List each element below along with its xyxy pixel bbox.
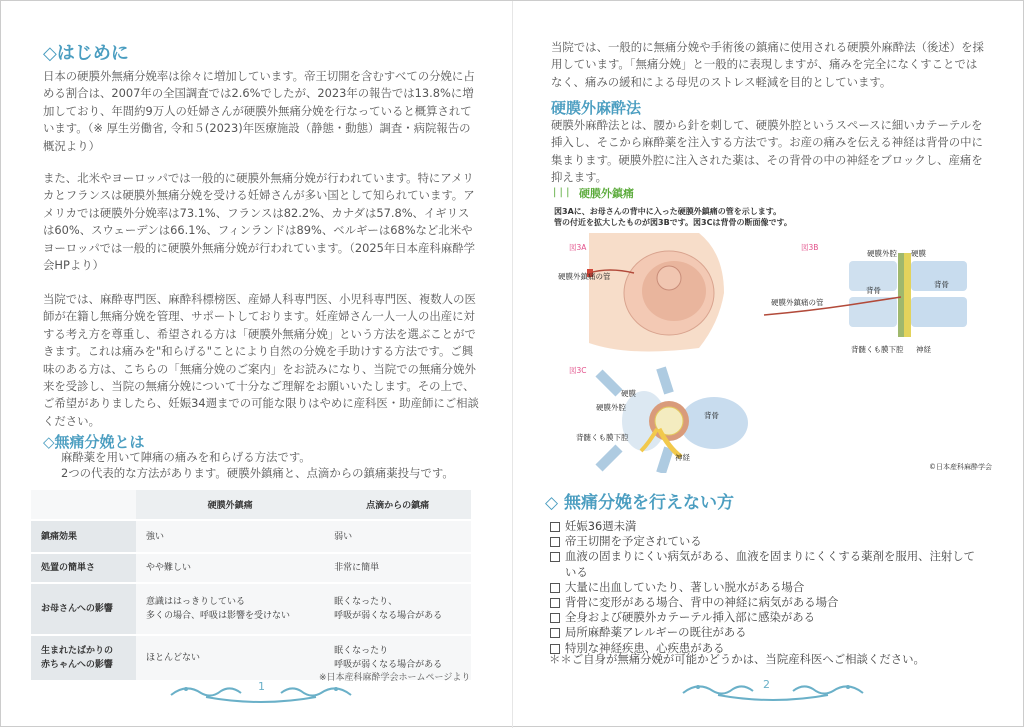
- figure-title: 硬膜外鎮痛: [579, 187, 634, 200]
- table-header-epidural: 硬膜外鎮痛: [136, 490, 324, 520]
- label-spine-3b-left: 背骨: [866, 286, 881, 295]
- label-subarachnoid-3c: 背髄くも膜下腔: [576, 433, 629, 442]
- figure-3c-drawing: [599, 368, 748, 473]
- list-item: 妊娠36週未満: [549, 519, 989, 534]
- table-row: [31, 553, 471, 583]
- intro-paragraph-3: 当院では、麻酔専門医、麻酔科標榜医、産婦人科専門医、小児科専門医、複数人の医 師が在籍し無痛分娩を管理、サポートしております。妊産婦さん一人一人の出産に対 する考え方を尊重し、希望される方は「硬膜外無痛分娩」という方法を選ぶことがで きます。これは痛みを"和らげる"ことにより自然の分娩を手助けする方法です。ご興 味のある方は、こちらの「無痛分娩のご案内」をお読みになり、当院での無痛分娩外 来を受診し、当院の無痛分娩について十分なご理解をお願いいたします。その上で、 ご希望がありましたら、妊娠34週までの可能な限りはやめに産科医・助産師にご相談 ください。: [43, 292, 479, 428]
- checkbox-icon: [550, 613, 560, 623]
- figure-tag-3c: 図3C: [569, 366, 587, 375]
- list-item: 背骨に変形がある場合、背中の神経に病気がある場合: [549, 595, 989, 610]
- figure-description: 図3Aに、お母さんの背中に入った硬膜外鎮痛の管を示します。 管の付近を拡大したものが図3Bです。図3Cは背骨の断面像です。: [554, 207, 792, 227]
- list-item: 全身および硬膜外カテーテル挿入部に感染がある: [549, 610, 989, 625]
- checkbox-icon: [550, 628, 560, 638]
- label-epidural-space-3b: 硬膜外腔: [867, 249, 897, 258]
- page-number-1: 1: [258, 680, 265, 693]
- label-spine-3b-right: 背骨: [934, 280, 949, 289]
- table-header-iv: 点滴からの鎮痛: [324, 490, 471, 520]
- label-dura-3b: 硬膜: [911, 249, 926, 258]
- table-row: [31, 520, 471, 553]
- label-tube-3b: 硬膜外鎮痛の管: [771, 298, 824, 307]
- list-item: 帝王切開を予定されている: [549, 534, 989, 549]
- label-nerve-3c: 神経: [675, 453, 690, 462]
- method-heading: ◇無痛分娩とは: [43, 433, 145, 451]
- row-label: お母さんへの影響: [31, 583, 136, 635]
- cell-iv: 眠くなったり 呼吸が弱くなる場合がある: [324, 635, 471, 681]
- row-label: 鎮痛効果: [31, 520, 136, 553]
- figure-tag-3a: 図3A: [569, 243, 587, 252]
- contraindication-note: ＊＊ご自身が無痛分娩が可能かどうかは、当院産科医へご相談ください。: [549, 652, 925, 666]
- intro-paragraph-2: また、北米やヨーロッパでは一般的に硬膜外無痛分娩が行われています。特にアメリ カとフランスは硬膜外無痛分娩を受ける妊婦さんが多い国として知られています。ア メリカでは硬膜外分娩率は73.1%、フランスは82.2%、カナダは57.8%、イギリス は60%、スウェーデンは66.1%、フィンランドは89%、ベルギーは68%など北米や ヨーロッパでは一般的に硬膜外無痛分娩が行われています。（2025年日本産科麻酔学 会HPより）: [43, 171, 475, 273]
- figure-copyright: ©日本産科麻酔学会: [929, 463, 992, 471]
- page-left: [1, 1, 513, 728]
- checkbox-icon: [550, 583, 560, 593]
- intro-paragraph-1: 日本の硬膜外無痛分娩率は徐々に増加しています。帝王切開を含むすべての分娩に占 める割合は、2007年の全国調査では2.6%でしたが、2023年の報告では13.8%に増 加しており、年間約9万人の妊婦さんが硬膜外無痛分娩を行なっていると概算されて います。（※ 厚生労働省, 令和５(2023)年医療施設（静態・動態）調査・病院報告の 概況より）: [43, 69, 475, 153]
- cell-iv: 非常に簡単: [324, 553, 471, 583]
- page-number-2: 2: [763, 678, 770, 691]
- row-label: 処置の簡単さ: [31, 553, 136, 583]
- comparison-table: [31, 490, 471, 682]
- label-epidural-space-3c: 硬膜外腔: [596, 403, 626, 412]
- epidural-paragraph: 硬膜外麻酔法とは、腰から針を刺して、硬膜外腔というスペースに細いカテーテルを 挿入し、そこから麻酔薬を注入する方法です。お産の痛みを伝える神経は背骨の中に 集まります。硬膜外腔に注入された薬は、その背骨の中の神経をブロックし、産痛を 抑えます。: [551, 118, 983, 185]
- list-item: 大量に出血していたり、著しい脱水がある場合: [549, 580, 989, 595]
- intro-heading: ◇はじめに: [43, 43, 129, 64]
- checkbox-icon: [550, 537, 560, 547]
- table-header-blank: [31, 490, 136, 520]
- method-description: 麻酔薬を用いて陣痛の痛みを和らげる方法です。 2つの代表的な方法があります。硬膜外鎮痛と、点滴からの鎮痛薬投与です。: [61, 450, 454, 480]
- cell-epidural: やや難しい: [136, 553, 324, 583]
- ornament-divider-right: [678, 679, 868, 701]
- cell-epidural: ほとんどない: [136, 635, 324, 681]
- label-subarachnoid-3b: 背髄くも膜下腔: [851, 345, 904, 354]
- cell-epidural: 強い: [136, 520, 324, 553]
- right-top-paragraph: 当院では、一般的に無痛分娩や手術後の鎮痛に使用される硬膜外麻酔法（後述）を採 用しています。「無痛分娩」と一般的に表現しますが、痛みを完全になくすことでは なく、痛みの緩和による母児のストレス軽減を目的としています。: [551, 40, 984, 89]
- table-source-note: ※日本産科麻酔学会ホームページより: [319, 673, 471, 683]
- checkbox-icon: [550, 522, 560, 532]
- cell-epidural: 意識ははっきりしている 多くの場合、呼吸は影響を受けない: [136, 583, 324, 635]
- figure-3a-drawing: [587, 233, 724, 352]
- checkbox-icon: [550, 598, 560, 608]
- table-header-row: [31, 490, 471, 520]
- label-tube-3a: 硬膜外鎮痛の管: [558, 272, 611, 281]
- figure-title-bars: | | |: [553, 187, 570, 198]
- list-item: 局所麻酔薬アレルギーの既往がある: [549, 625, 989, 640]
- label-nerve-3b: 神経: [916, 345, 931, 354]
- cell-iv: 眠くなったり、 呼吸が弱くなる場合がある: [324, 583, 471, 635]
- figure-tag-3b: 図3B: [801, 243, 819, 252]
- list-item: 血液の固まりにくい病気がある、血液を固まりにくくする薬剤を服用、注射して いる: [549, 549, 989, 579]
- list-item: 特別な神経疾患、心疾患がある: [549, 641, 989, 656]
- epidural-heading: 硬膜外麻酔法: [551, 99, 642, 117]
- cell-iv: 弱い: [324, 520, 471, 553]
- contraindication-heading: ◇ 無痛分娩を行えない方: [545, 493, 734, 513]
- label-dura-3c: 硬膜: [621, 389, 636, 398]
- table-row: [31, 583, 471, 635]
- label-spine-3c: 背骨: [704, 411, 719, 420]
- row-label: 生まれたばかりの 赤ちゃんへの影響: [31, 635, 136, 681]
- contraindication-list: [549, 519, 989, 656]
